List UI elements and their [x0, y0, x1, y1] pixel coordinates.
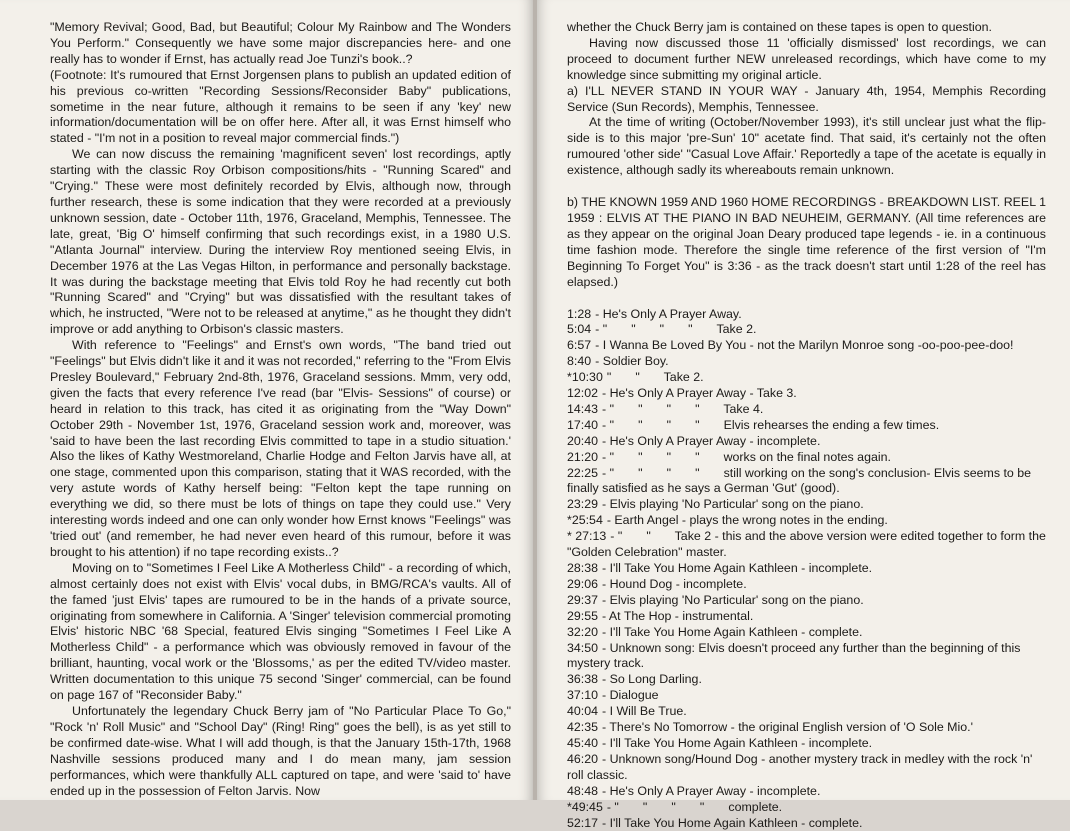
timestamp: 14:43 — [567, 402, 598, 416]
body-paragraph: With reference to "Feelings" and Ernst's own words, "The band tried out "Feelings" but Elvis didn't like it and it was not recorded," referring to the "From Elvis Presley Boulevard," February 2nd-8th, 1976, Graceland sessions. Mmm, very odd, given the facts that every reference I've read (bar "Elvis- Sessions" of course) or heard in relation to this track, has cited it as originating from the "Way Down" October 29th - November 1st, 1976, Graceland session work and, moreover, was 'said to have been the last recording Elvis committed to tape in a studio situation.' Also the likes of Kathy Westmoreland, Charlie Hodge and Felton Jarvis have all, at one stage, commented upon this comparison, stating that it WAS recorded, with the very astute words of Kathy herself being: "Felton kept the tape running on everything we did, so there must be lots of things on tape they could use." Very interesting words indeed and one can only wonder how Ernst knows "Feelings" was 'tried out' (and remember, he had never even heard of this rumour, before it was brought to his attention) if no tape recording exists..? — [50, 338, 511, 561]
timestamp: 6:57 — [567, 338, 591, 352]
timestamp: 34:50 — [567, 641, 598, 655]
track-description: - He's Only A Prayer Away - Take 3. — [602, 386, 797, 400]
list-item — [567, 529, 1046, 561]
timestamp: 8:40 — [567, 354, 591, 368]
list-item — [567, 561, 1046, 577]
track-description: - I Will Be True. — [602, 704, 687, 718]
track-description: - " " " " Take 4. — [602, 402, 763, 416]
track-description: - Unknown song: Elvis doesn't proceed any further than the beginning of this mystery track. — [567, 641, 1024, 671]
timestamp: 12:02 — [567, 386, 598, 400]
list-item — [567, 704, 1046, 720]
list-item — [567, 672, 1046, 688]
list-item — [567, 688, 1046, 704]
timestamp: 29:55 — [567, 609, 598, 623]
timestamp: 48:48 — [567, 784, 598, 798]
intro-paragraph: Having now discussed those 11 'officially dismissed' lost recordings, we can proceed to document further NEW unreleased recordings, which have come to my knowledge since submitting my original article. — [567, 36, 1046, 84]
list-item — [567, 386, 1046, 402]
track-description: - " " " " works on the final notes again. — [602, 450, 891, 464]
list-item — [567, 816, 1046, 831]
list-item — [567, 307, 1046, 323]
track-description: - He's Only A Prayer Away - incomplete. — [602, 784, 820, 798]
list-item — [567, 625, 1046, 641]
timestamp: 52:17 — [567, 816, 598, 830]
body-paragraph: (Footnote: It's rumoured that Ernst Jorgensen plans to publish an updated edition of his previous co-written "Recording Sessions/Reconsider Baby" publications, sometime in the near future, although it remains to be seen if any 'key' new information/documentation will be on offer here. After all, it was Ernst himself who stated - "I'm not in a position to reveal major commercial finds.") — [50, 68, 511, 148]
body-paragraph: We can now discuss the remaining 'magnificent seven' lost recordings, aptly starting with the classic Roy Orbison compositions/hits - "Running Scared" and "Crying." These were most definitely recorded by Elvis, although now, through further research, these is some indication that they were recorded at a previously unknown session, date - October 11th, 1976, Graceland, Memphis, Tennessee. The late, great, 'Big O' himself confirming that such recordings exist, in a 1980 U.S. "Atlanta Journal" interview. During the interview Roy mentioned seeing Elvis, in December 1976 at the Las Vegas Hilton, in performance and personally backstage. It was during the backstage meeting that Elvis told Roy he had recently cut both "Running Scared" and "Crying" but was dissatisfied with the resultant takes of which, he instructed, "Were not to be released at anytime," as he thought they didn't improve or add anything to Orbison's classic masters. — [50, 147, 511, 338]
track-description: - He's Only A Prayer Away - incomplete. — [602, 434, 820, 448]
track-description: - Unknown song/Hound Dog - another mystery track in medley with the rock 'n' roll classic. — [567, 752, 1036, 782]
track-description: - Elvis playing 'No Particular' song on the piano. — [602, 497, 864, 511]
left-page — [0, 0, 533, 800]
list-item — [567, 800, 1046, 816]
track-description: - There's No Tomorrow - the original English version of 'O Sole Mio.' — [602, 720, 973, 734]
track-description: " " Take 2. — [607, 370, 704, 384]
timestamp: 36:38 — [567, 672, 598, 686]
track-description: - " " " " complete. — [607, 800, 782, 814]
track-description: - Earth Angel - plays the wrong notes in the ending. — [607, 513, 888, 527]
track-description: - " " " " Take 2. — [595, 322, 756, 336]
track-description: - " " " " still working on the song's conclusion- Elvis seems to be finally satisfied as he says a German 'Gut' (good). — [567, 466, 1034, 496]
list-item — [567, 370, 1046, 386]
list-item — [567, 736, 1046, 752]
track-description: - Elvis playing 'No Particular' song on the piano. — [602, 593, 864, 607]
track-description: - Soldier Boy. — [595, 354, 668, 368]
timestamp: 21:20 — [567, 450, 598, 464]
track-description: - " " Take 2 - this and the above version were edited together to form the "Golden Celebration" master. — [567, 529, 1049, 559]
body-paragraph: Unfortunately the legendary Chuck Berry jam of "No Particular Place To Go," "Rock 'n' Roll Music" and "School Day" (Ring! Ring" goes the bell), is as yet still to be confirmed date-wise. What I will add though, is that the January 15th-17th, 1968 Nashville sessions produced many and I do mean many, jam session performances, which were thankfully ALL captured on tape, and were 'said to' have ended up in the possession of Felton Jarvis. Now — [50, 704, 511, 799]
track-description: - So Long Darling. — [602, 672, 702, 686]
track-description: - " " " " Elvis rehearses the ending a few times. — [602, 418, 939, 432]
right-intro — [567, 20, 1046, 179]
list-item — [567, 720, 1046, 736]
list-item — [567, 402, 1046, 418]
list-item — [567, 641, 1046, 673]
list-item — [567, 338, 1046, 354]
list-item — [567, 513, 1046, 529]
section-b-heading: b) THE KNOWN 1959 AND 1960 HOME RECORDINGS - BREAKDOWN LIST. REEL 1 1959 : ELVIS AT THE PIANO IN BAD NEUHEIM, GERMANY. (All time references are as they appear on the original Joan Deary produced tape legends - ie. in a continuous time fashion mode. Therefore the single time reference of the first version of "I'm Beginning To Forget You" is 3:36 - as the track doesn't start until 1:28 of the reel has elapsed.) — [567, 195, 1046, 290]
body-paragraph: "Memory Revival; Good, Bad, but Beautiful; Colour My Rainbow and The Wonders You Perform." Consequently we have some major discrepancies here- and one really has to wonder if Ernst, has actually read Joe Tunzi's book..? — [50, 20, 511, 68]
timestamp: 22:25 — [567, 466, 598, 480]
timestamp: * 27:13 — [567, 529, 606, 543]
list-item — [567, 784, 1046, 800]
timestamp: 46:20 — [567, 752, 598, 766]
section-gap — [567, 291, 1046, 307]
timestamp: 17:40 — [567, 418, 598, 432]
track-description: - Hound Dog - incomplete. — [602, 577, 747, 591]
body-paragraph: Moving on to "Sometimes I Feel Like A Motherless Child" - a recording of which, almost certainly does not exist with Elvis' vocal dubs, in BMG/RCA's vaults. All of the famed 'just Elvis' tapes are rumoured to be in the hands of a private source, originating from somewhere in California. A 'Singer' television commercial promoting Elvis' historic NBC '68 Special, featured Elvis singing "Sometimes I Feel Like A Motherless Child" - a performance which was obviously removed in favour of the brilliant, haunting, vocal work or the 'Blossoms,' as per the edited TV/video master. Written documentation to this unique 75 second 'Singer' commercial, can be found on page 167 of "Reconsider Baby." — [50, 561, 511, 704]
session-list — [567, 307, 1046, 831]
right-page — [537, 0, 1070, 800]
list-item — [567, 609, 1046, 625]
timestamp: 29:37 — [567, 593, 598, 607]
track-description: - I Wanna Be Loved By You - not the Marilyn Monroe song -oo-poo-pee-doo! — [595, 338, 1013, 352]
section-gap — [567, 179, 1046, 195]
track-description: - I'll Take You Home Again Kathleen - incomplete. — [602, 736, 872, 750]
intro-paragraph: At the time of writing (October/November 1993), it's still unclear just what the flip-side is to this major 'pre-Sun' 10" acetate find. That said, it's certainly not the often rumoured 'other side' "Casual Love Affair.' Reportedly a tape of the acetate is equally in existence, although sadly its whereabouts remain unknown. — [567, 115, 1046, 179]
timestamp: 37:10 — [567, 688, 598, 702]
timestamp: *49:45 — [567, 800, 603, 814]
list-item — [567, 418, 1046, 434]
timestamp: *25:54 — [567, 513, 603, 527]
track-description: - I'll Take You Home Again Kathleen - complete. — [602, 625, 862, 639]
list-item — [567, 322, 1046, 338]
intro-paragraph: whether the Chuck Berry jam is contained on these tapes is open to question. — [567, 20, 1046, 36]
list-item — [567, 354, 1046, 370]
timestamp: *10:30 — [567, 370, 603, 384]
track-description: - He's Only A Prayer Away. — [595, 307, 742, 321]
timestamp: 1:28 — [567, 307, 591, 321]
list-item — [567, 752, 1046, 784]
timestamp: 29:06 — [567, 577, 598, 591]
track-description: - I'll Take You Home Again Kathleen - incomplete. — [602, 561, 872, 575]
track-description: - Dialogue — [602, 688, 658, 702]
timestamp: 45:40 — [567, 736, 598, 750]
list-item — [567, 450, 1046, 466]
list-item — [567, 466, 1046, 498]
timestamp: 32:20 — [567, 625, 598, 639]
track-description: - At The Hop - instrumental. — [602, 609, 753, 623]
timestamp: 5:04 — [567, 322, 591, 336]
intro-paragraph: a) I'LL NEVER STAND IN YOUR WAY - January 4th, 1954, Memphis Recording Service (Sun Records), Memphis, Tennessee. — [567, 84, 1046, 116]
timestamp: 28:38 — [567, 561, 598, 575]
list-item — [567, 577, 1046, 593]
timestamp: 20:40 — [567, 434, 598, 448]
timestamp: 23:29 — [567, 497, 598, 511]
timestamp: 40:04 — [567, 704, 598, 718]
track-description: - I'll Take You Home Again Kathleen - complete. — [602, 816, 862, 830]
list-item — [567, 497, 1046, 513]
list-item — [567, 434, 1046, 450]
timestamp: 42:35 — [567, 720, 598, 734]
list-item — [567, 593, 1046, 609]
